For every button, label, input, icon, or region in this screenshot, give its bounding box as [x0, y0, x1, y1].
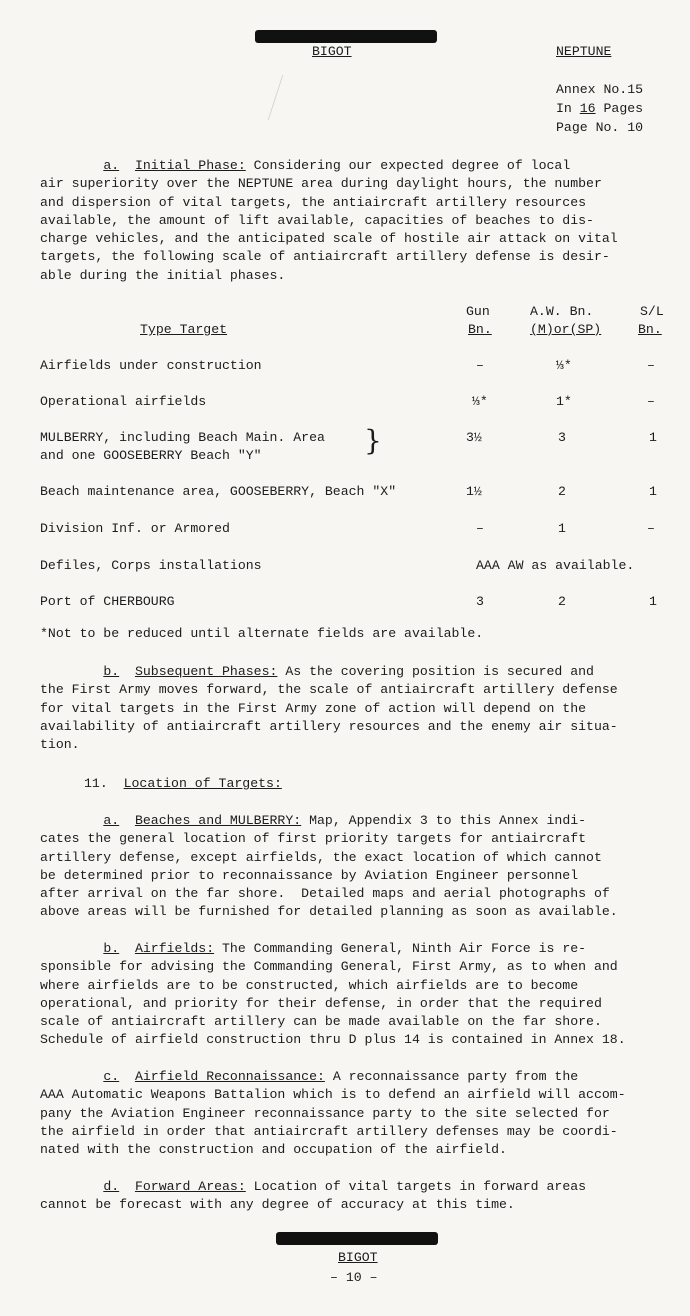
row-sl: – — [647, 358, 655, 373]
para-line: scale of antiaircraft artillery can be made available on the far shore. — [40, 1014, 602, 1030]
para-line: air superiority over the NEPTUNE area during daylight hours, the number — [40, 176, 602, 192]
handwritten-signature — [268, 75, 374, 120]
para-line — [40, 940, 690, 958]
section-number: 11. — [84, 776, 108, 791]
para-indent — [40, 158, 103, 173]
para-text: Map, Appendix 3 to this Annex indi- — [301, 813, 587, 828]
paragraph-airfield-reconnaissance — [40, 1068, 690, 1159]
para-text: A reconnaissance party from the — [324, 1069, 579, 1084]
section-title: Location of Targets: — [123, 776, 282, 791]
para-label: a. — [103, 813, 120, 828]
para-line — [40, 1068, 690, 1086]
row-gun: 3 — [476, 594, 484, 609]
header-aw-bottom: (M)or(SP) — [530, 322, 602, 337]
para-line: able during the initial phases. — [40, 267, 286, 283]
row-sl: – — [647, 521, 655, 536]
para-line: for vital targets in the First Army zone of action will depend on the — [40, 700, 587, 716]
header-sl-top: S/L — [640, 304, 664, 319]
row-sl: 1 — [649, 594, 657, 609]
para-line: the First Army moves forward, the scale of antiaircraft artillery defense — [40, 682, 618, 698]
redaction-bar-bottom — [276, 1232, 438, 1245]
row-merged-value: AAA AW as available. — [476, 558, 635, 573]
table-header-bottom — [40, 322, 690, 340]
para-line: the airfield in order that antiaircraft artillery defenses may be coordi- — [40, 1123, 618, 1139]
row-target: Defiles, Corps installations — [40, 558, 262, 573]
footnote-text: *Not to be reduced until alternate fields are available. — [40, 626, 484, 641]
para-line: cannot be forecast with any degree of accuracy at this time. — [40, 1197, 515, 1213]
para-line: be determined prior to reconnaissance by Aviation Engineer personnel — [40, 867, 579, 883]
row-gun: 3½ — [466, 430, 482, 445]
para-line: artillery defense, except airfields, the exact location of which cannot — [40, 849, 602, 865]
codeword: NEPTUNE — [556, 44, 612, 59]
para-text: Considering our expected degree of local — [245, 158, 571, 173]
para-label: b. — [103, 664, 120, 679]
table-header-top — [40, 304, 690, 322]
para-indent — [40, 1179, 103, 1194]
para-indent — [40, 664, 103, 679]
para-text: The Commanding General, Ninth Air Force is re- — [214, 941, 587, 956]
table-row — [40, 484, 690, 502]
table-row — [40, 594, 690, 612]
row-aw: 1* — [556, 394, 572, 409]
para-heading: Forward Areas: — [134, 1179, 246, 1194]
row-target: Beach maintenance area, GOOSEBERRY, Beach "X" — [40, 484, 397, 499]
para-line: AAA Automatic Weapons Battalion which is to defend an airfield will accom- — [40, 1087, 626, 1103]
para-line: nated with the construction and occupation of the airfield. — [40, 1142, 507, 1158]
row-target: Division Inf. or Armored — [40, 521, 230, 536]
row-sl: – — [647, 394, 655, 409]
header-type-target: Type Target — [140, 322, 228, 337]
para-heading: Initial Phase: — [134, 158, 246, 173]
classification-top: BIGOT — [312, 44, 352, 59]
row-sl: 1 — [649, 484, 657, 499]
para-line — [40, 812, 690, 830]
page-number: – 10 – — [330, 1270, 378, 1285]
para-text: Location of vital targets in forward areas — [245, 1179, 587, 1194]
row-target: Operational airfields — [40, 394, 207, 409]
para-line: Schedule of airfield construction thru D plus 14 is contained in Annex 18. — [40, 1032, 626, 1048]
para-heading: Beaches and MULBERRY: — [134, 813, 302, 828]
row-gun: ⅓* — [472, 394, 488, 409]
para-text: As the covering position is secured and — [277, 664, 594, 679]
table-row — [40, 394, 690, 412]
row-aw: 3 — [558, 430, 566, 445]
row-gun: 1½ — [466, 484, 482, 499]
para-indent — [40, 813, 103, 828]
para-line: charge vehicles, and the anticipated scale of hostile air attack on vital — [40, 231, 618, 247]
para-line: operational, and priority for their defense, in order that the required — [40, 995, 602, 1011]
para-line — [40, 1178, 690, 1196]
para-line: cates the general location of first priority targets for antiaircraft — [40, 831, 587, 847]
row-aw: ⅓* — [556, 358, 572, 373]
para-line — [40, 157, 690, 175]
row-aw: 1 — [558, 521, 566, 536]
para-line: pany the Aviation Engineer reconnaissance party to the site selected for — [40, 1105, 610, 1121]
header-sl-bottom: Bn. — [638, 322, 662, 337]
redaction-bar-top — [255, 30, 437, 43]
header-gun-bottom: Bn. — [468, 322, 492, 337]
para-label: b. — [103, 941, 120, 956]
annex-number: Annex No.15 — [556, 82, 644, 97]
para-line: sponsible for advising the Commanding General, First Army, as to when and — [40, 959, 618, 975]
row-gun: – — [476, 358, 484, 373]
header-aw-top: A.W. Bn. — [530, 304, 594, 319]
page-count: In 16 Pages — [556, 101, 644, 116]
para-label: a. — [103, 158, 120, 173]
para-line: above areas will be furnished for detailed planning as soon as available. — [40, 904, 618, 920]
brace-mark: } — [364, 424, 382, 457]
row-target: Port of CHERBOURG — [40, 594, 175, 609]
table-row — [40, 521, 690, 539]
section-11-heading — [84, 776, 282, 791]
para-heading: Airfields: — [134, 941, 215, 956]
header-gun-top: Gun — [466, 304, 490, 319]
paragraph-forward-areas — [40, 1178, 690, 1215]
page-no: Page No. 10 — [556, 120, 644, 135]
para-indent — [40, 941, 103, 956]
table-row — [40, 358, 690, 376]
para-line: available, the amount of lift available, capacities of beaches to dis- — [40, 212, 594, 228]
classification-bottom: BIGOT — [338, 1250, 378, 1265]
para-line: availability of antiaircraft artillery resources and the enemy air situa- — [40, 718, 618, 734]
paragraph-airfields — [40, 940, 690, 1050]
row-aw: 2 — [558, 594, 566, 609]
row-target: MULBERRY, including Beach Main. Area — [40, 430, 325, 445]
para-line: targets, the following scale of antiaircraft artillery defense is desir- — [40, 249, 610, 265]
paragraph-beaches-mulberry — [40, 812, 690, 922]
table-footnote — [40, 626, 690, 644]
row-gun: – — [476, 521, 484, 536]
row-target: Airfields under construction — [40, 358, 262, 373]
para-label: c. — [103, 1069, 120, 1084]
para-line: tion. — [40, 737, 80, 753]
para-line: after arrival on the far shore. Detailed maps and aerial photographs of — [40, 886, 610, 902]
para-indent — [40, 1069, 103, 1084]
row-target-continued: and one GOOSEBERRY Beach "Y" — [40, 448, 262, 463]
para-heading: Airfield Reconnaissance: — [134, 1069, 325, 1084]
row-aw: 2 — [558, 484, 566, 499]
para-label: d. — [103, 1179, 120, 1194]
para-heading: Subsequent Phases: — [134, 664, 278, 679]
paragraph-initial-phase-text — [40, 157, 690, 285]
para-line — [40, 663, 690, 681]
row-sl: 1 — [649, 430, 657, 445]
para-line: where airfields are to be constructed, which airfields are to become — [40, 977, 579, 993]
table-row — [40, 558, 690, 576]
paragraph-subsequent-phases — [40, 663, 690, 754]
para-line: and dispersion of vital targets, the antiaircraft artillery resources — [40, 194, 587, 210]
